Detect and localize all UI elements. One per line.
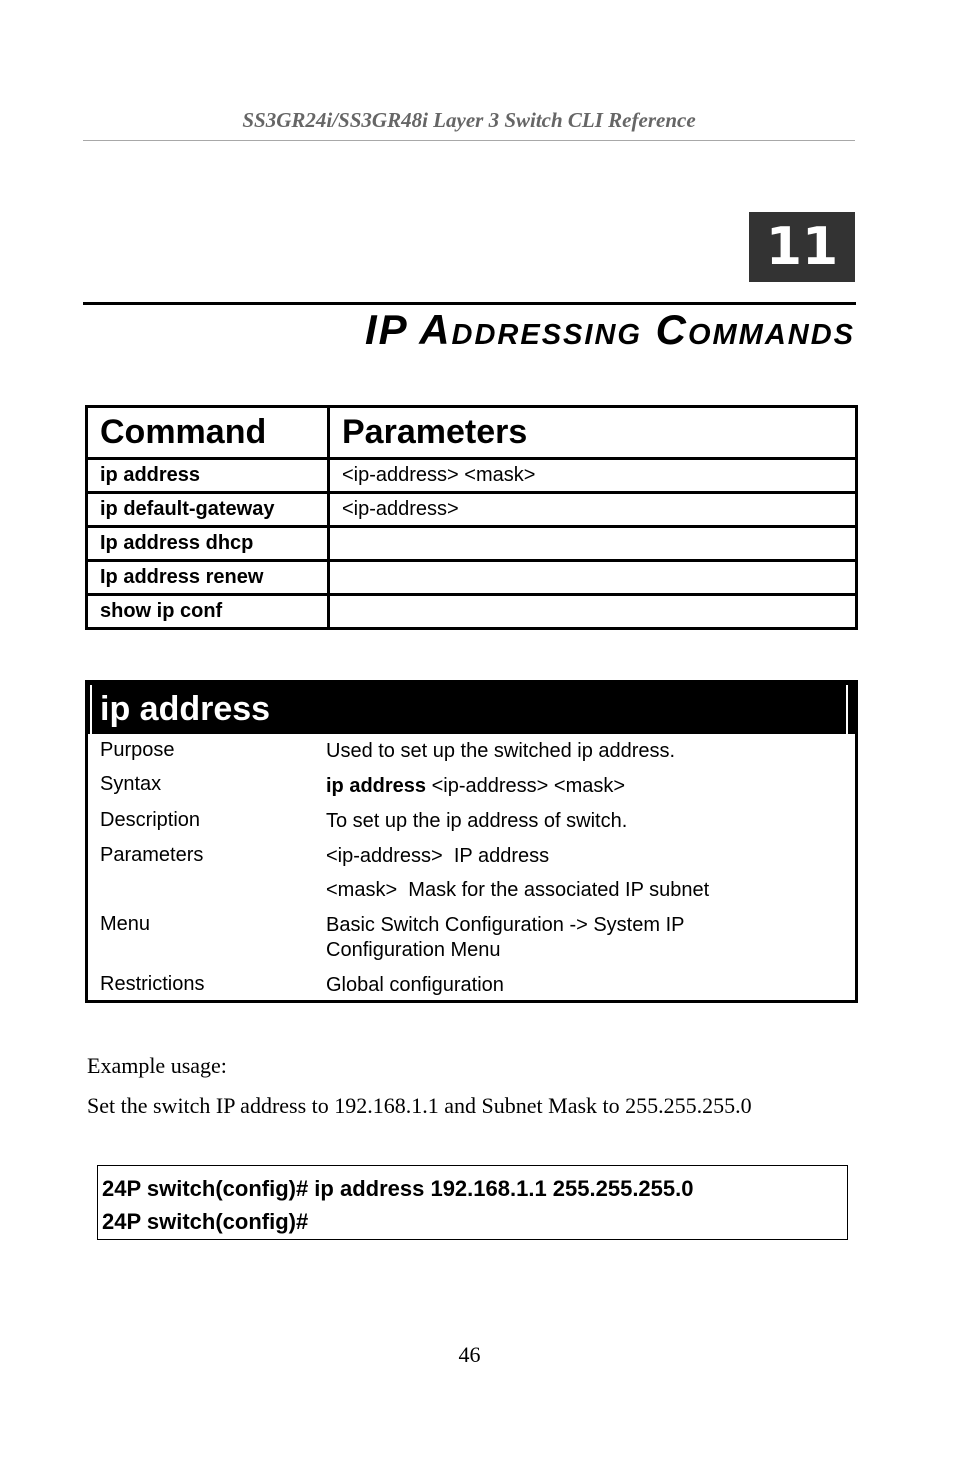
menu-label: Menu — [100, 913, 151, 935]
parameter-name: <mask> — [326, 879, 398, 901]
restrictions-label: Restrictions — [100, 973, 205, 995]
parameters-label: Parameters — [100, 844, 204, 866]
parameters-cell — [329, 527, 857, 561]
syntax-label: Syntax — [100, 773, 162, 795]
command-table-header — [87, 407, 857, 459]
parameter-ip-address — [326, 844, 549, 869]
chapter-number: 11 — [749, 212, 855, 282]
parameters-cell — [329, 561, 857, 595]
command-cell: Ip address dhcp — [87, 527, 329, 561]
running-header: SS3GR24i/SS3GR48i Layer 3 Switch CLI Reference — [83, 108, 855, 141]
purpose-value: Used to set up the switched ip address. — [326, 740, 676, 762]
command-detail-box — [85, 680, 858, 1003]
menu-line: Basic Switch Configuration -> System IP — [326, 914, 685, 936]
cli-example-box — [97, 1165, 848, 1240]
syntax-command: ip address — [326, 775, 427, 797]
menu-value — [326, 913, 684, 963]
table-row — [87, 561, 857, 595]
command-cell: ip address — [87, 459, 329, 493]
parameter-desc: Mask for the associated IP subnet — [408, 879, 710, 901]
chapter-title: IP Addressing Commands — [364, 306, 855, 353]
command-cell: Ip address renew — [87, 561, 329, 595]
example-label: Example usage: — [87, 1053, 227, 1078]
detail-title: ip address — [88, 683, 855, 734]
restrictions-value: Global configuration — [326, 974, 504, 996]
example-text: Set the switch IP address to 192.168.1.1 and Subnet Mask to 255.255.255.0 — [87, 1093, 752, 1118]
parameter-mask — [326, 878, 709, 903]
header-command: Command — [87, 407, 329, 459]
syntax-args: <ip-address> <mask> — [431, 775, 626, 797]
cli-line: 24P switch(config)# — [102, 1209, 309, 1234]
description-label: Description — [100, 809, 201, 831]
table-row — [87, 459, 857, 493]
table-row — [87, 527, 857, 561]
command-cell: show ip conf — [87, 595, 329, 629]
parameters-cell: <ip-address> — [329, 493, 857, 527]
parameter-name: <ip-address> — [326, 845, 443, 867]
table-row — [87, 493, 857, 527]
command-cell: ip default-gateway — [87, 493, 329, 527]
cli-line: 24P switch(config)# ip address 192.168.1.1 255.255.255.0 — [102, 1176, 694, 1201]
page-number: 46 — [458, 1342, 481, 1367]
table-row — [87, 595, 857, 629]
parameters-cell: <ip-address> <mask> — [329, 459, 857, 493]
command-table — [85, 405, 858, 630]
description-value: To set up the ip address of switch. — [326, 810, 628, 832]
header-parameters: Parameters — [329, 407, 857, 459]
purpose-label: Purpose — [100, 739, 175, 761]
parameters-cell — [329, 595, 857, 629]
parameter-desc: IP address — [453, 845, 550, 867]
menu-line: Configuration Menu — [326, 939, 501, 961]
syntax-value — [326, 774, 625, 799]
